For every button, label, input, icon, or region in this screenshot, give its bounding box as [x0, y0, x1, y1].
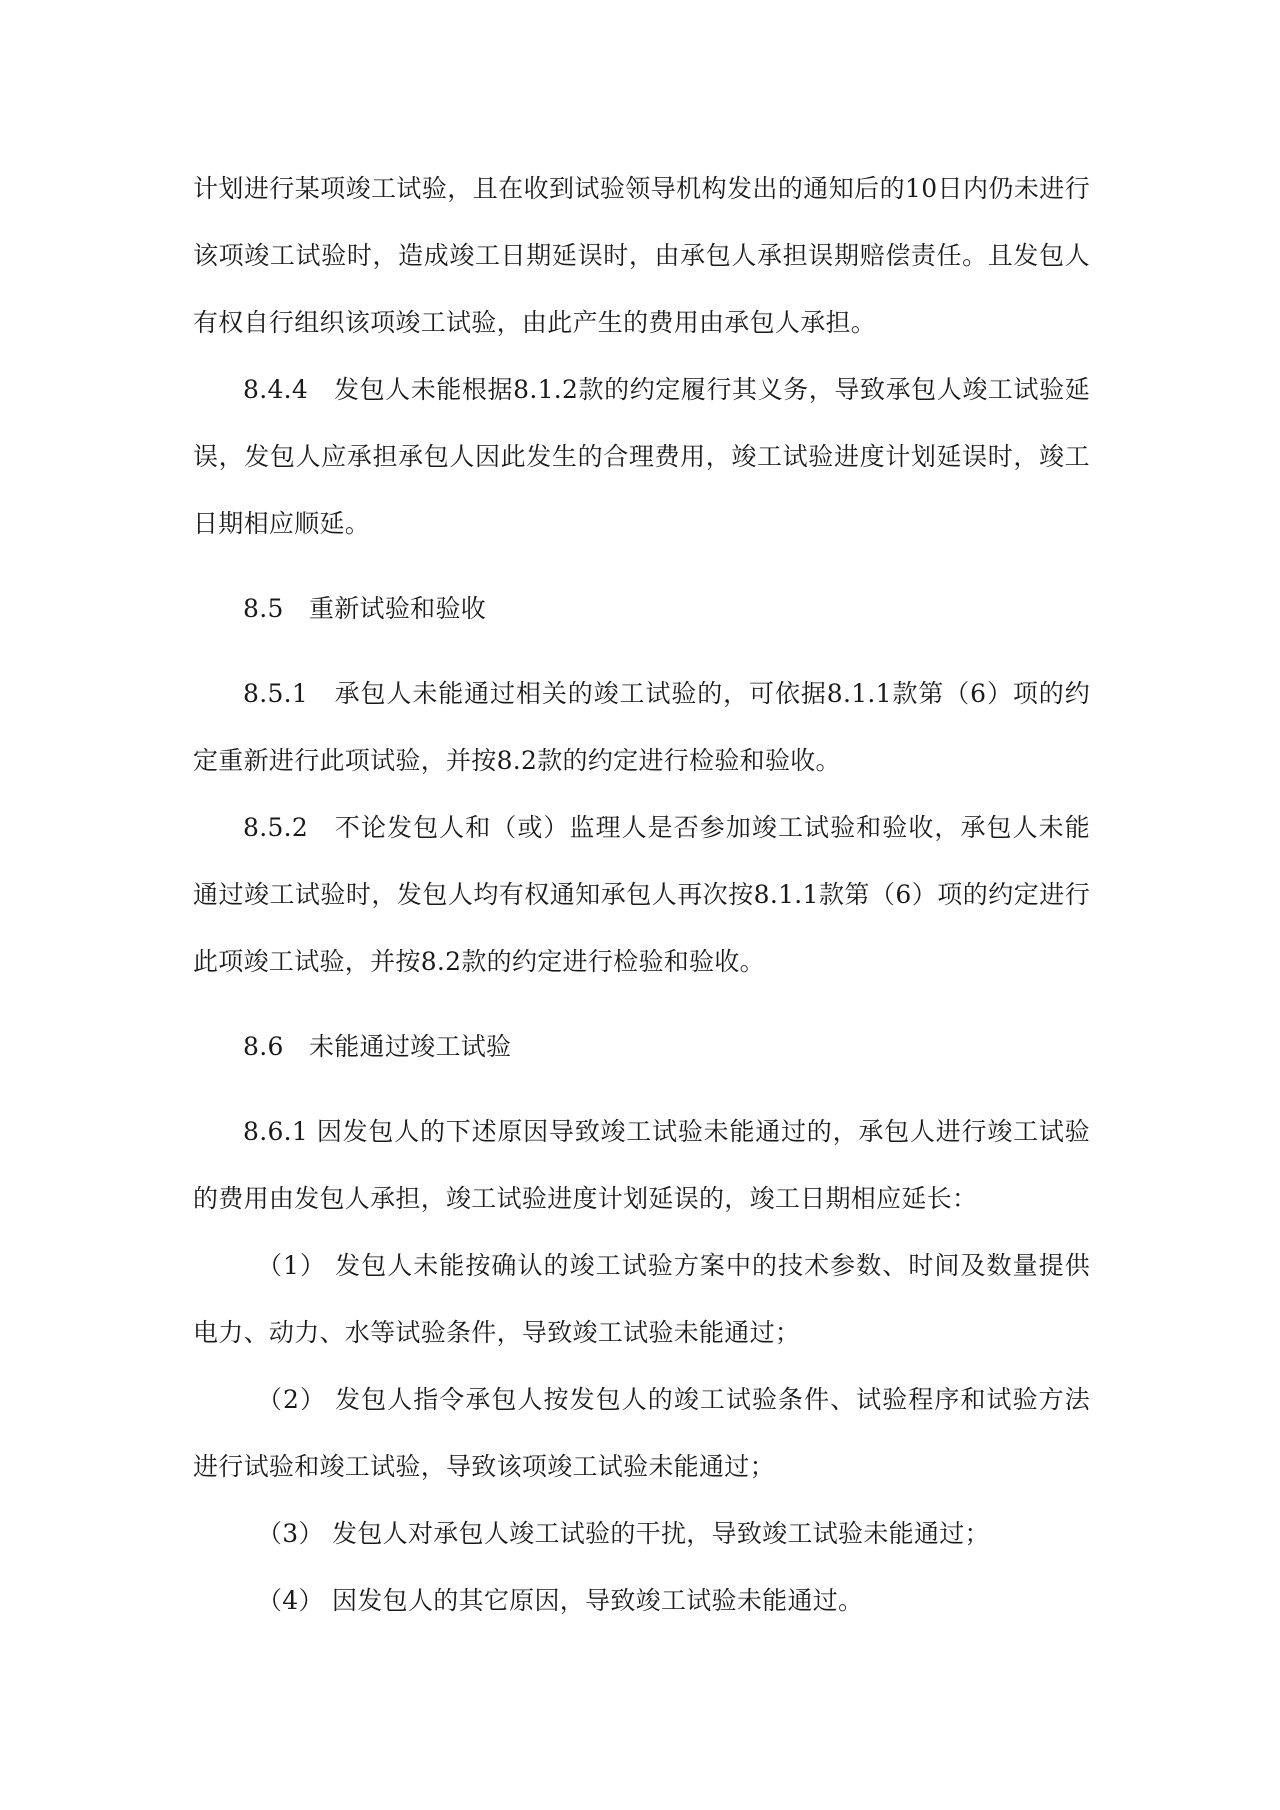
paragraph-8-5-2: 8.5.2 不论发包人和（或）监理人是否参加竣工试验和验收，承包人未能通过竣工试验时，发包人均有权通知承包人再次按8.1.1款第（6）项的约定进行此项竣工试验，并按8.2款的约定进行检验和验收。 — [193, 813, 1090, 976]
section-heading-8-6: 8.6 未能通过竣工试验 — [243, 1032, 512, 1061]
list-item-3: （3） 发包人对承包人竣工试验的干扰，导致竣工试验未能通过； — [257, 1519, 990, 1548]
document-body — [193, 155, 1090, 1634]
paragraph-8-5-1: 8.5.1 承包人未能通过相关的竣工试验的，可依据8.1.1款第（6）项的约定重新进行此项试验，并按8.2款的约定进行检验和验收。 — [193, 679, 1090, 775]
section-heading-8-5: 8.5 重新试验和验收 — [243, 594, 487, 623]
paragraph-8-4-4: 8.4.4 发包人未能根据8.1.2款的约定履行其义务，导致承包人竣工试验延误，发包人应承担承包人因此发生的合理费用，竣工试验进度计划延误时，竣工日期相应顺延。 — [193, 375, 1090, 538]
paragraph-8-6-1: 8.6.1 因发包人的下述原因导致竣工试验未能通过的，承包人进行竣工试验的费用由发包人承担，竣工试验进度计划延误的，竣工日期相应延长： — [193, 1117, 1090, 1213]
list-item-2: （2） 发包人指令承包人按发包人的竣工试验条件、试验程序和试验方法进行试验和竣工试验，导致该项竣工试验未能通过； — [193, 1385, 1090, 1481]
paragraph-continued-8-4-3: 计划进行某项竣工试验，且在收到试验领导机构发出的通知后的10日内仍未进行该项竣工试验时，造成竣工日期延误时，由承包人承担误期赔偿责任。且发包人有权自行组织该项竣工试验，由此产生的费用由承包人承担。 — [193, 174, 1090, 337]
list-item-4: （4） 因发包人的其它原因，导致竣工试验未能通过。 — [257, 1586, 864, 1615]
list-item-1: （1） 发包人未能按确认的竣工试验方案中的技术参数、时间及数量提供电力、动力、水等试验条件，导致竣工试验未能通过； — [193, 1251, 1090, 1347]
